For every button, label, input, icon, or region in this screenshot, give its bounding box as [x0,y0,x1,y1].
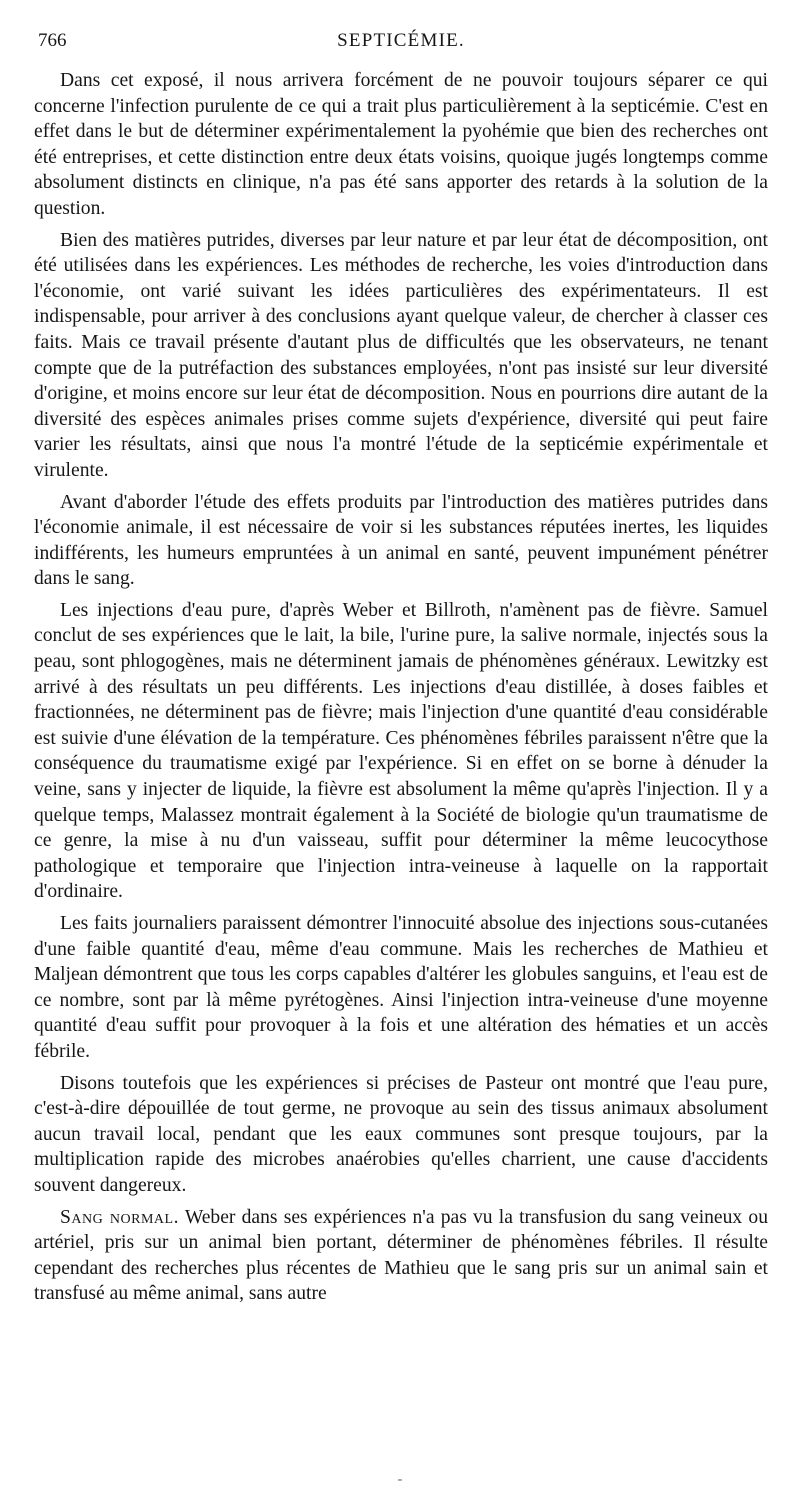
footer-mark: - [397,1472,403,1487]
paragraph: Avant d'aborder l'étude des effets produits par l'introduction des matières putrides dans l'économie animale, il est nécessaire de voir si les substances réputées inertes, les liquides indifférents, les humeurs empruntées à un animal en santé, peuvent impunément pénétrer dans le sang. [34,491,768,590]
running-title: SEPTICÉMIE. [337,30,465,51]
paragraph: Les faits journaliers paraissent démontrer l'innocuité absolue des injections sous-cutanées d'une faible quantité d'eau, même d'eau commune. Mais les recherches de Mathieu et Maljean démontrent que tous les corps capables d'altérer les globules sanguins, et l'eau est de ce nombre, sont par là même pyrétogènes. Ainsi l'injection intra-veineuse d'une moyenne quantité d'eau suffit pour provoquer à la fois et une altération des hématies et un accès fébrile. [34,913,768,1062]
paragraph: Dans cet exposé, il nous arrivera forcément de ne pouvoir toujours séparer ce qui concerne l'infection purulente de ce qui a trait plus particulièrement à la septicémie. C'est en effet dans le but de déterminer expérimentalement la pyohémie que bien des recherches ont été entreprises, et cette distinction entre deux états voisins, quoique jugés longtemps comme absolument distincts en clinique, n'a pas été sans apporter des retards à la solution de la question. [34,70,768,219]
section-heading-inline: Sang normal. [60,1206,179,1228]
paragraph: Disons toutefois que les expériences si précises de Pasteur ont montré que l'eau pure, c'est-à-dire dépouillée de tout germe, ne provoque au sein des tissus animaux absolument aucun travail local, pendant que les eaux communes sont presque toujours, par la multiplication rapide des microbes anaérobies qu'elles charrient, une cause d'accidents souvent dangereux. [34,1072,768,1196]
page-header [34,30,768,56]
paragraph: Les injections d'eau pure, d'après Weber et Billroth, n'amènent pas de fièvre. Samuel conclut de ses expériences que le lait, la bile, l'urine pure, la salive normale, injectés sous la peau, sont phlogogènes, mais ne déterminent jamais de phénomènes généraux. Lewitzky est arrivé à des résultats un peu différents. Les injections d'eau distillée, à doses faibles et fractionnées, ne déterminent pas de fièvre; mais l'injection d'une quantité d'eau considérable est suivie d'une élévation de la température. Ces phénomènes fébriles paraissent n'être que la conséquence du traumatisme exigé par l'expérience. Si en effet on se borne à dénuder la veine, sans y injecter de liquide, la fièvre est absolument la même qu'après l'injection. Il y a quelque temps, Malassez montrait également à la Société de biologie qu'un traumatisme de ce genre, la mise à nu d'un vaisseau, suffit pour déterminer la même leucocythose pathologique et temporaire que l'injection intra-veineuse à laquelle on la rapportait d'ordinaire. [34,599,768,903]
page-number: 766 [38,30,67,51]
paragraph-sang-normal [34,1205,768,1307]
paragraph-text: Weber dans ses expériences n'a pas vu la transfusion du sang veineux ou artériel, pris sur un animal bien portant, déterminer de phénomènes fébriles. Il résulte cependant des recherches plus récentes de Mathieu que le sang pris sur un animal sain et transfusé au même animal, sans autre [34,1206,769,1305]
body-text [34,68,768,1307]
paragraph: Bien des matières putrides, diverses par leur nature et par leur état de décomposition, ont été utilisées dans les expériences. Les méthodes de recherche, les voies d'introduction dans l'économie, ont varié suivant les idées particulières des expérimentateurs. Il est indispensable, pour arriver à des conclusions ayant quelque valeur, de chercher à classer ces faits. Mais ce travail présente d'autant plus de difficultés que les observateurs, ne tenant compte que de la putréfaction des substances employées, n'ont pas insisté sur leur diversité d'origine, et moins encore sur leur état de décomposition. Nous en pourrions dire autant de la diversité des espèces animales prises comme sujets d'expérience, diversité qui peut faire varier les résultats, ainsi que nous l'a montré l'étude de la septicémie expérimentale et virulente. [34,229,768,481]
